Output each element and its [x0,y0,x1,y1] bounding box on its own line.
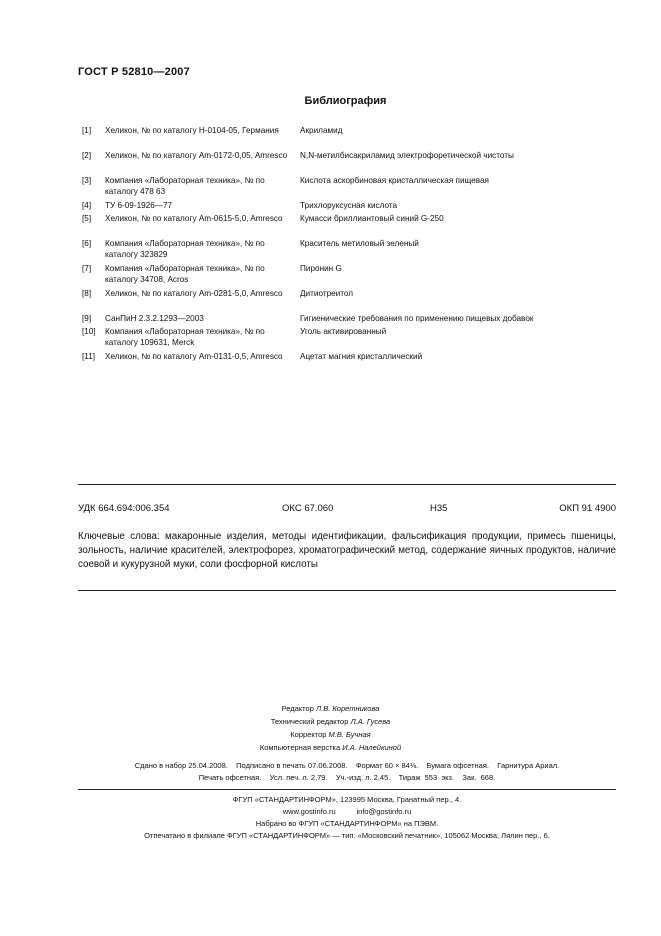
bibliography-item [82,239,602,261]
item-source: ТУ 6-09-1926—77 [105,201,173,210]
item-description: Акриламид [300,126,343,135]
layout-line [0,741,661,754]
udk-code: УДК 664.694:006.354 [78,503,170,514]
corrector-line [0,728,661,741]
item-number: [6] [82,239,92,248]
bibliography-item [82,289,602,311]
item-description: Дитиотреитол [300,289,354,298]
top-divider [78,484,616,485]
bibliography-item [82,126,602,148]
keywords-divider [78,590,616,591]
bibliography-item [82,314,602,324]
corrector-name: М.В. Бучная [328,730,371,739]
item-description: Уголь активированный [300,327,387,336]
item-source: Компания «Лабораторная техника», № по каталогу 323829 [105,239,265,259]
footer-line-4: Отпечатано в филиале ФГУП «СТАНДАРТИНФОРМ» — тип. «Московский печатник», 105062 Москва, Лялин пер., 6. [144,831,550,840]
item-number: [10] [82,327,96,336]
corrector-label: Корректор [290,730,327,739]
item-number: [5] [82,214,92,223]
item-number: [8] [82,289,92,298]
item-number: [4] [82,201,92,210]
oks-code: ОКС 67.060 [282,503,334,514]
layout-name: И.А. Налейкиной [342,743,402,752]
item-source: Хеликон, № по каталогу Am-0281-5,0, Amresco [105,289,283,298]
tech-editor-name: Л.А. Гусева [350,717,391,726]
bibliography-item [82,201,602,211]
footer-block [78,794,616,842]
footer-line-1: ФГУП «СТАНДАРТИНФОРМ», 123995 Москва, Гранатный пер., 4. [232,795,462,804]
item-number: [3] [82,176,92,185]
tech-editor-line [0,715,661,728]
item-number: [9] [82,314,92,323]
item-number: [2] [82,151,92,160]
publishing-line-1: Сдано в набор 25.04.2008. Подписано в печать 07.06.2008. Формат 60 × 84⅛. Бумага офсетная. Гарнитура Ариал. [134,761,560,770]
editor-line [0,702,661,715]
tech-editor-label: Технический редактор [270,717,349,726]
layout-label: Компьютерная верстка [259,743,341,752]
item-source: Хеликон, № по каталогу Am-0615-5,0, Amresco [105,214,283,223]
okp-code: ОКП 91 4900 [559,503,616,514]
item-source: Компания «Лабораторная техника», № по каталогу 478 63 [105,176,265,196]
bibliography-item [82,151,602,173]
item-description: Гигиенические требования по применению пищевых добавок [300,314,534,323]
item-number: [11] [82,352,96,361]
item-description: N,N-метилбисакриламид электрофоретической чистоты [300,151,514,160]
keywords: Ключевые слова: макаронные изделия, методы идентификации, фальсификация продукции, примесь пшеницы, зольность, наличие красителей, электрофорез, хроматографический метод, содержание яичных продуктов, наличие соевой и кукурузной муки, соли фосфорной кислоты [78,531,616,570]
item-number: [1] [82,126,92,135]
item-description: Кумасси бриллиантовый синий G-250 [300,214,444,223]
item-description: Трихлоруксусная кислота [300,201,398,210]
bibliography-item [82,264,602,286]
item-source: Хеликон, № по каталогу Am-0172-0,05, Amresco [105,151,288,160]
item-source: Компания «Лабораторная техника», № по каталогу 109631, Merck [105,327,265,347]
bibliography-item [82,327,602,349]
credits-block [0,702,661,754]
footer-line-2: www.gostinfo.ru info@gostinfo.ru [282,807,412,816]
bibliography-item [82,352,602,374]
item-source: СанПиН 2.3.2.1293—2003 [105,314,204,323]
publishing-line-2: Печать офсетная. Усл. печ. л. 2,79. Уч.-изд. л. 2,45. Тираж 553 экз. Зак. 668. [198,773,496,782]
footer-divider [78,789,616,790]
bibliography-title: Библиография [304,95,387,107]
item-number: [7] [82,264,92,273]
group-code: Н35 [430,503,448,514]
item-description: Пиронин G [300,264,342,273]
item-description: Кислота аскорбиновая кристаллическая пищевая [300,176,489,185]
bibliography-list [82,126,602,377]
footer-line-3: Набрано во ФГУП «СТАНДАРТИНФОРМ» на ПЭВМ. [255,819,439,828]
bibliography-item [82,176,602,198]
item-source: Хеликон, № по каталогу Am-0131-0,5, Amresco [105,352,283,361]
editor-name: Л.В. Коретникова [315,704,380,713]
item-description: Краситель метиловый зеленый [300,239,419,248]
item-description: Ацетат магния кристаллический [300,352,423,361]
bibliography-item [82,214,602,236]
item-source: Компания «Лабораторная техника», № по каталогу 34708, Acros [105,264,265,284]
document-header: ГОСТ Р 52810—2007 [78,66,190,78]
editor-label: Редактор [281,704,314,713]
publishing-info [78,760,616,784]
item-source: Хеликон, № по каталогу Н-0104-05, Германия [105,126,279,135]
